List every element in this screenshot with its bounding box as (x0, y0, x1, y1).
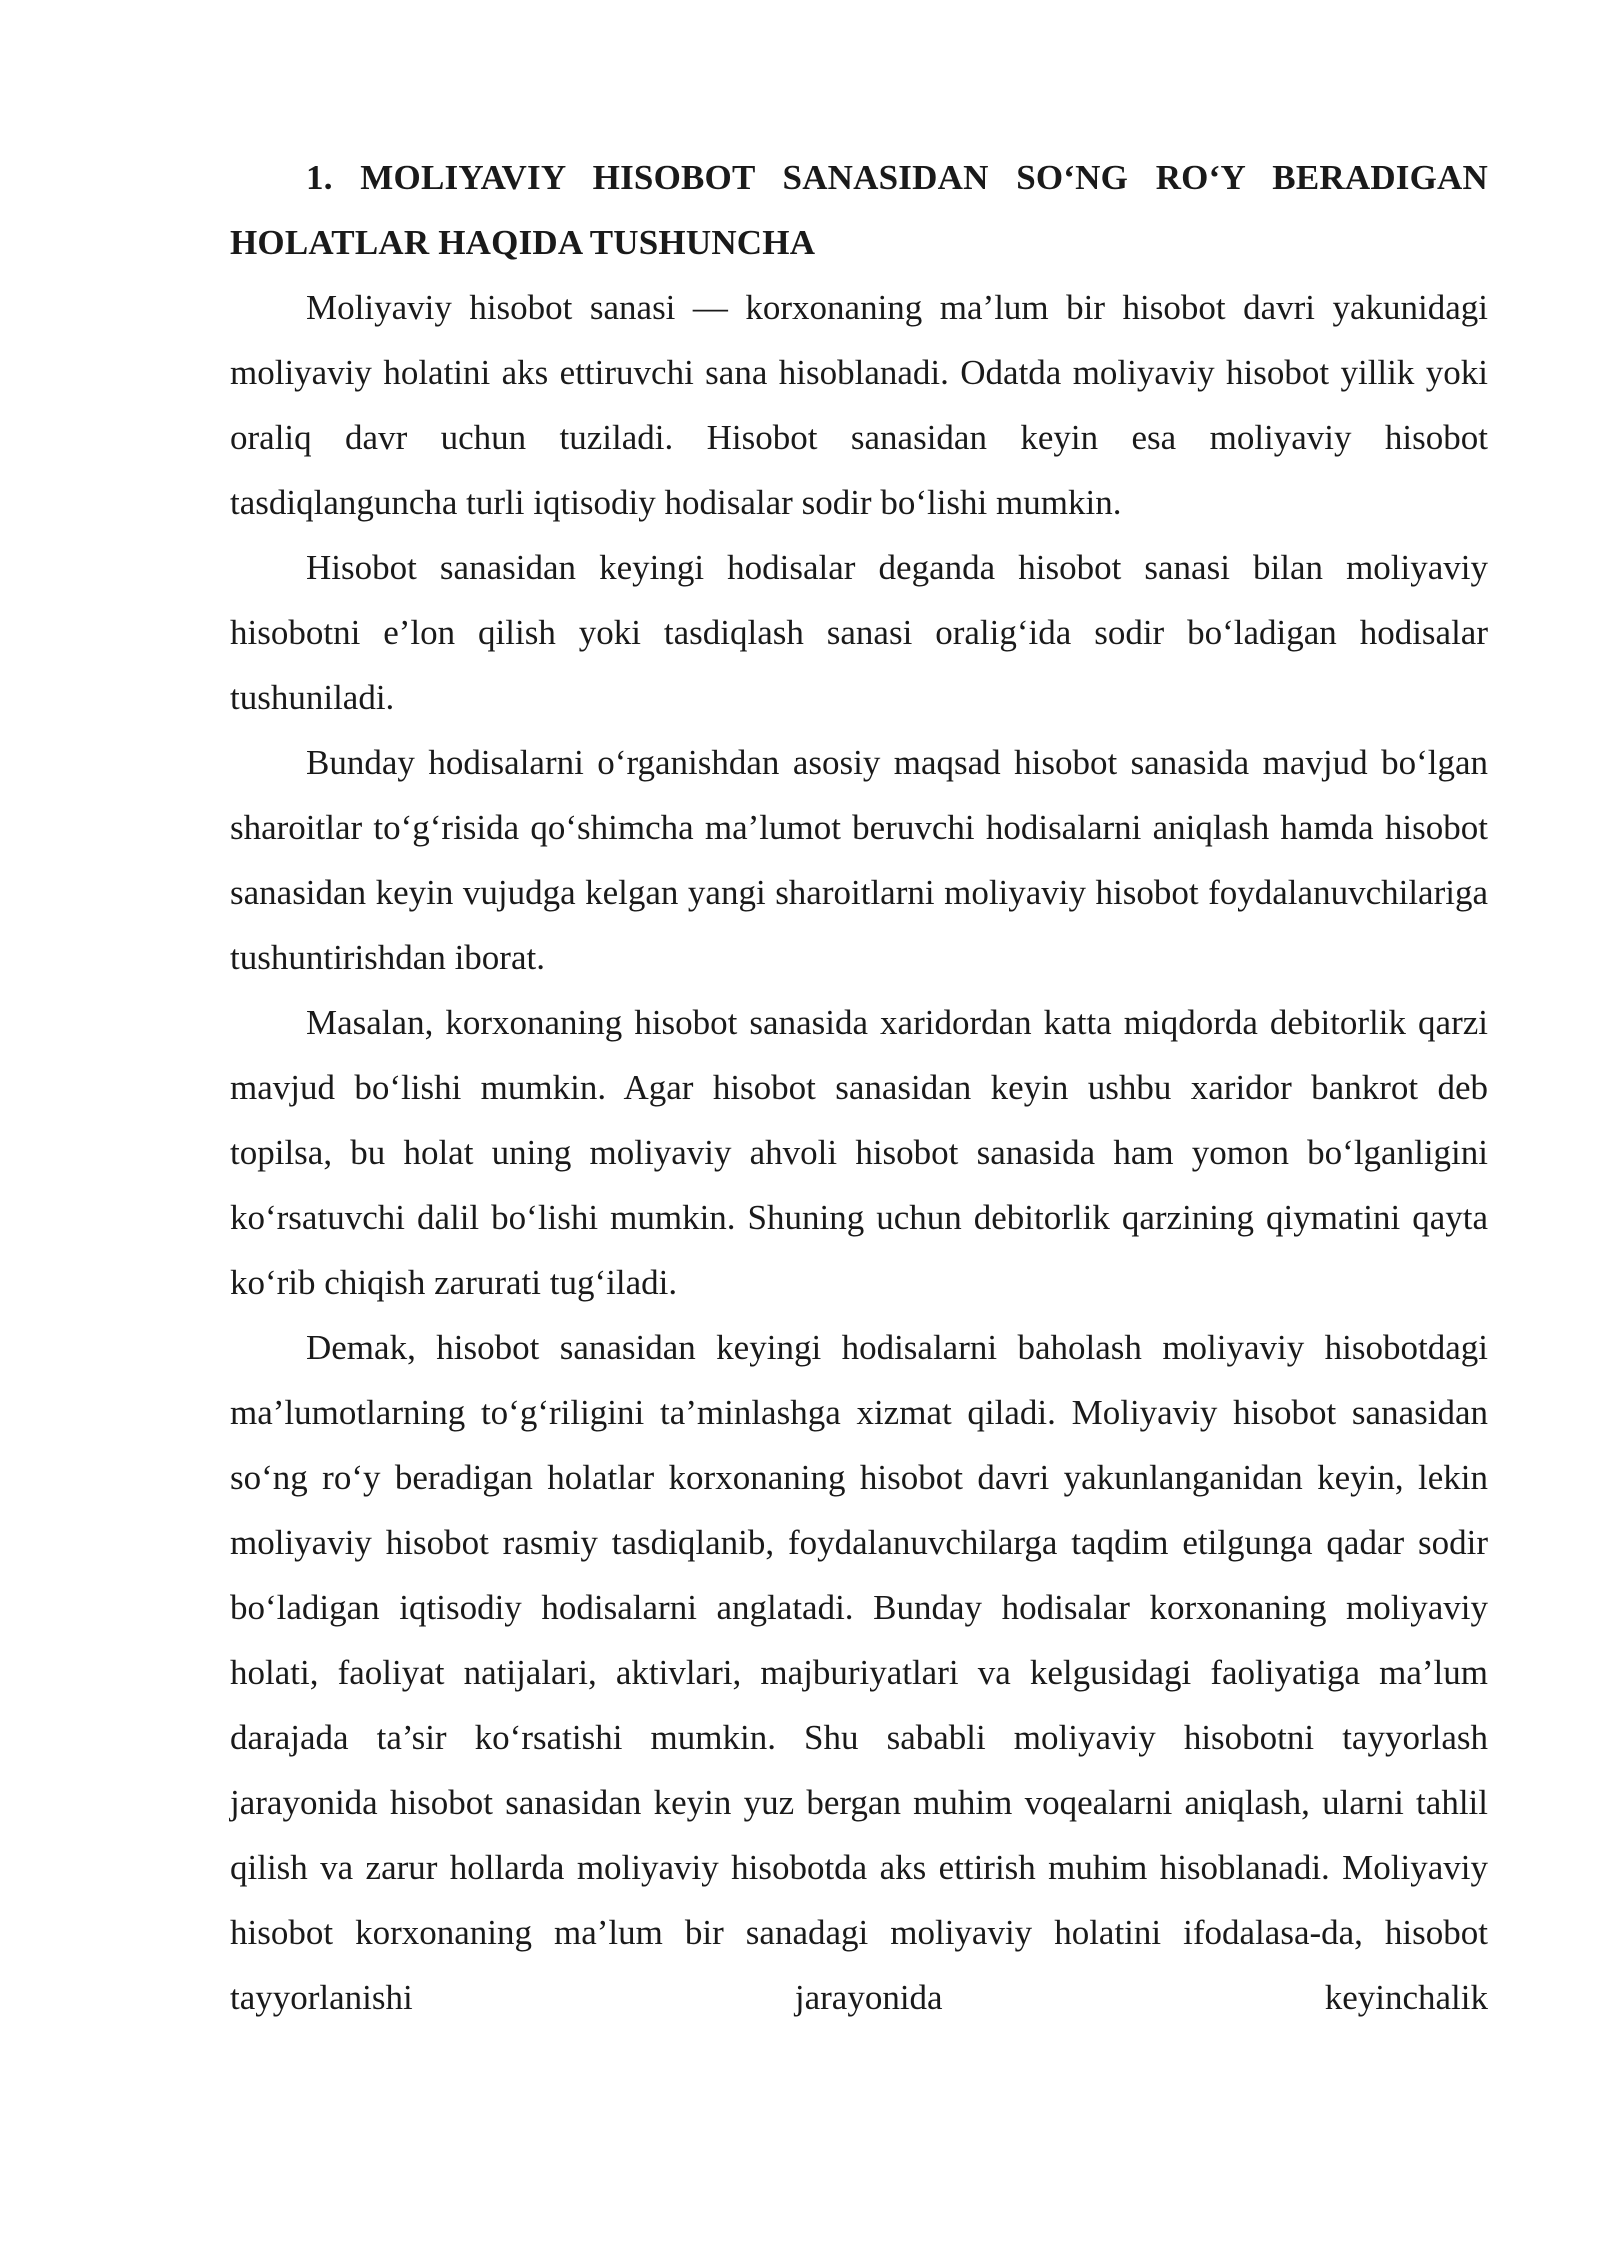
paragraph-conclusion: Demak, hisobot sanasidan keyingi hodisalarni baholash moliyaviy hisobotdagi ma’lumotlarning to‘g‘riligini ta’minlashga xizmat qiladi. Moliyaviy hisobot sanasidan so‘ng ro‘y beradigan holatlar korxonaning hisobot davri yakunlanganidan keyin, lekin moliyaviy hisobot rasmiy tasdiqlanib, foydalanuvchilarga taqdim etilgunga qadar sodir bo‘ladigan iqtisodiy hodisalarni anglatadi. Bunday hodisalar korxonaning moliyaviy holati, faoliyat natijalari, aktivlari, majburiyatlari va kelgusidagi faoliyatiga ma’lum darajada ta’sir ko‘rsatishi mumkin. Shu sababli moliyaviy hisobotni tayyorlash jarayonida hisobot sanasidan keyin yuz bergan muhim voqealarni aniqlash, ularni tahlil qilish va zarur hollarda moliyaviy hisobotda aks ettirish muhim hisoblanadi. Moliyaviy hisobot korxonaning ma’lum bir sanadagi moliyaviy holatini ifodalasa-da, hisobot tayyorlanishi jarayonida keyinchalik (230, 1328, 1488, 2017)
paragraph-purpose: Bunday hodisalarni o‘rganishdan asosiy maqsad hisobot sanasida mavjud bo‘lgan sharoitlar to‘g‘risida qo‘shimcha ma’lumot beruvchi hodisalarni aniqlash hamda hisobot sanasidan keyin vujudga kelgan yangi sharoitlarni moliyaviy hisobot foydalanuvchilariga tushuntirishdan iborat. (230, 743, 1488, 977)
paragraph-definition: Moliyaviy hisobot sanasi — korxonaning ma’lum bir hisobot davri yakunidagi moliyaviy holatini aks ettiruvchi sana hisoblanadi. Odatda moliyaviy hisobot yillik yoki oraliq davr uchun tuziladi. Hisobot sanasidan keyin esa moliyaviy hisobot tasdiqlanguncha turli iqtisodiy hodisalar sodir bo‘lishi mumkin. (230, 288, 1488, 522)
section-heading: 1. MOLIYAVIY HISOBOT SANASIDAN SO‘NG RO‘Y BERADIGAN HOLATLAR HAQIDA TUSHUNCHA (230, 158, 1488, 262)
paragraph-subsequent-events: Hisobot sanasidan keyingi hodisalar deganda hisobot sanasi bilan moliyaviy hisobotni e’lon qilish yoki tasdiqlash sanasi oralig‘ida sodir bo‘ladigan hodisalar tushuniladi. (230, 548, 1488, 717)
document-page (230, 145, 1488, 2030)
paragraph-example: Masalan, korxonaning hisobot sanasida xaridordan katta miqdorda debitorlik qarzi mavjud bo‘lishi mumkin. Agar hisobot sanasidan keyin ushbu xaridor bankrot deb topilsa, bu holat uning moliyaviy ahvoli hisobot sanasida ham yomon bo‘lganligini ko‘rsatuvchi dalil bo‘lishi mumkin. Shuning uchun debitorlik qarzining qiymatini qayta ko‘rib chiqish zarurati tug‘iladi. (230, 1003, 1488, 1302)
